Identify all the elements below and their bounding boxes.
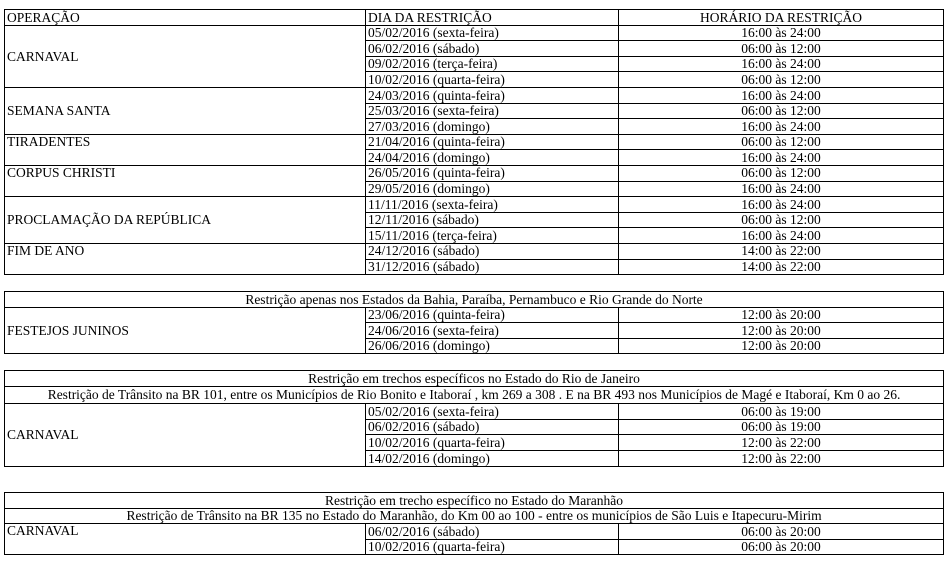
section-title: Restrição em trechos específicos no Estado do Rio de Janeiro: [5, 371, 944, 387]
operation-name: CARNAVAL: [5, 524, 366, 555]
restriction-time: 06:00 às 12:00: [619, 72, 944, 88]
restriction-time: 12:00 às 20:00: [619, 338, 944, 354]
operation-name: FESTEJOS JUNINOS: [5, 307, 366, 354]
restriction-day: 25/03/2016 (sexta-feira): [366, 103, 619, 119]
restriction-day: 06/02/2016 (sábado): [366, 419, 619, 435]
section-title: Restrição em trecho específico no Estado do Maranhão: [5, 493, 944, 509]
restriction-time: 06:00 às 20:00: [619, 524, 944, 540]
table-row: [5, 25, 944, 41]
table-row: [5, 404, 944, 420]
restriction-day: 24/04/2016 (domingo): [366, 150, 619, 166]
restriction-time: 06:00 às 12:00: [619, 103, 944, 119]
restriction-day: 31/12/2016 (sábado): [366, 259, 619, 275]
restriction-day: 23/06/2016 (quinta-feira): [366, 307, 619, 323]
restriction-time: 06:00 às 19:00: [619, 404, 944, 420]
header-row: [5, 10, 944, 26]
restriction-time: 16:00 às 24:00: [619, 228, 944, 244]
restriction-time: 12:00 às 20:00: [619, 323, 944, 339]
header-horario: HORÁRIO DA RESTRIÇÃO: [619, 10, 944, 26]
restriction-time: 16:00 às 24:00: [619, 181, 944, 197]
restriction-day: 21/04/2016 (quinta-feira): [366, 134, 619, 150]
operation-name: CARNAVAL: [5, 404, 366, 466]
restriction-day: 06/02/2016 (sábado): [366, 41, 619, 57]
operation-name: SEMANA SANTA: [5, 87, 366, 134]
restriction-time: 12:00 às 22:00: [619, 435, 944, 451]
restriction-day: 05/02/2016 (sexta-feira): [366, 25, 619, 41]
restriction-day: 24/12/2016 (sábado): [366, 243, 619, 259]
festejos-juninos-table: [4, 291, 944, 354]
restriction-day: 26/05/2016 (quinta-feira): [366, 165, 619, 181]
restriction-time: 06:00 às 12:00: [619, 134, 944, 150]
section-subtitle: Restrição de Trânsito na BR 101, entre os Municípios de Rio Bonito e Itaboraí , km 269 a 308 . E na BR 493 nos Municípios de Magé e Itaboraí, Km 0 ao 26.: [5, 386, 944, 404]
restriction-time: 06:00 às 12:00: [619, 165, 944, 181]
restriction-day: 10/02/2016 (quarta-feira): [366, 539, 619, 555]
rio-de-janeiro-table: [4, 370, 944, 467]
table-row: [5, 197, 944, 213]
restriction-time: 16:00 às 24:00: [619, 87, 944, 103]
restriction-day: 26/06/2016 (domingo): [366, 338, 619, 354]
operation-name: PROCLAMAÇÃO DA REPÚBLICA: [5, 197, 366, 244]
section-subtitle: Restrição de Trânsito na BR 135 no Estado do Maranhão, do Km 00 ao 100 - entre os municípios de São Luis e Itapecuru-Mirim: [5, 508, 944, 524]
restriction-time: 14:00 às 22:00: [619, 259, 944, 275]
restriction-day: 05/02/2016 (sexta-feira): [366, 404, 619, 420]
restriction-day: 12/11/2016 (sábado): [366, 212, 619, 228]
table-row: [5, 243, 944, 259]
restriction-day: 14/02/2016 (domingo): [366, 450, 619, 466]
header-operacao: OPERAÇÃO: [5, 10, 366, 26]
restriction-day: 15/11/2016 (terça-feira): [366, 228, 619, 244]
restriction-day: 10/02/2016 (quarta-feira): [366, 435, 619, 451]
section-title: Restrição apenas nos Estados da Bahia, Paraíba, Pernambuco e Rio Grande do Norte: [5, 292, 944, 308]
restriction-day: 06/02/2016 (sábado): [366, 524, 619, 540]
restriction-time: 16:00 às 24:00: [619, 119, 944, 135]
restriction-time: 16:00 às 24:00: [619, 56, 944, 72]
restriction-day: 29/05/2016 (domingo): [366, 181, 619, 197]
restriction-time: 12:00 às 22:00: [619, 450, 944, 466]
table-row: [5, 165, 944, 181]
restriction-day: 09/02/2016 (terça-feira): [366, 56, 619, 72]
restriction-time: 06:00 às 20:00: [619, 539, 944, 555]
restriction-day: 11/11/2016 (sexta-feira): [366, 197, 619, 213]
operation-name: CARNAVAL: [5, 25, 366, 87]
restriction-time: 06:00 às 19:00: [619, 419, 944, 435]
table-row: [5, 134, 944, 150]
restriction-time: 16:00 às 24:00: [619, 150, 944, 166]
restriction-day: 24/03/2016 (quinta-feira): [366, 87, 619, 103]
restriction-time: 16:00 às 24:00: [619, 197, 944, 213]
restriction-day: 10/02/2016 (quarta-feira): [366, 72, 619, 88]
operation-name: CORPUS CHRISTI: [5, 165, 366, 196]
restriction-time: 12:00 às 20:00: [619, 307, 944, 323]
restriction-day: 24/06/2016 (sexta-feira): [366, 323, 619, 339]
restriction-time: 16:00 às 24:00: [619, 25, 944, 41]
main-restriction-table: [4, 9, 944, 275]
operation-name: TIRADENTES: [5, 134, 366, 165]
header-dia: DIA DA RESTRIÇÃO: [366, 10, 619, 26]
maranhao-table: [4, 492, 944, 555]
table-row: [5, 87, 944, 103]
restriction-day: 27/03/2016 (domingo): [366, 119, 619, 135]
restriction-time: 06:00 às 12:00: [619, 212, 944, 228]
operation-name: FIM DE ANO: [5, 243, 366, 274]
restriction-time: 14:00 às 22:00: [619, 243, 944, 259]
table-row: [5, 524, 944, 540]
restriction-time: 06:00 às 12:00: [619, 41, 944, 57]
table-row: [5, 307, 944, 323]
